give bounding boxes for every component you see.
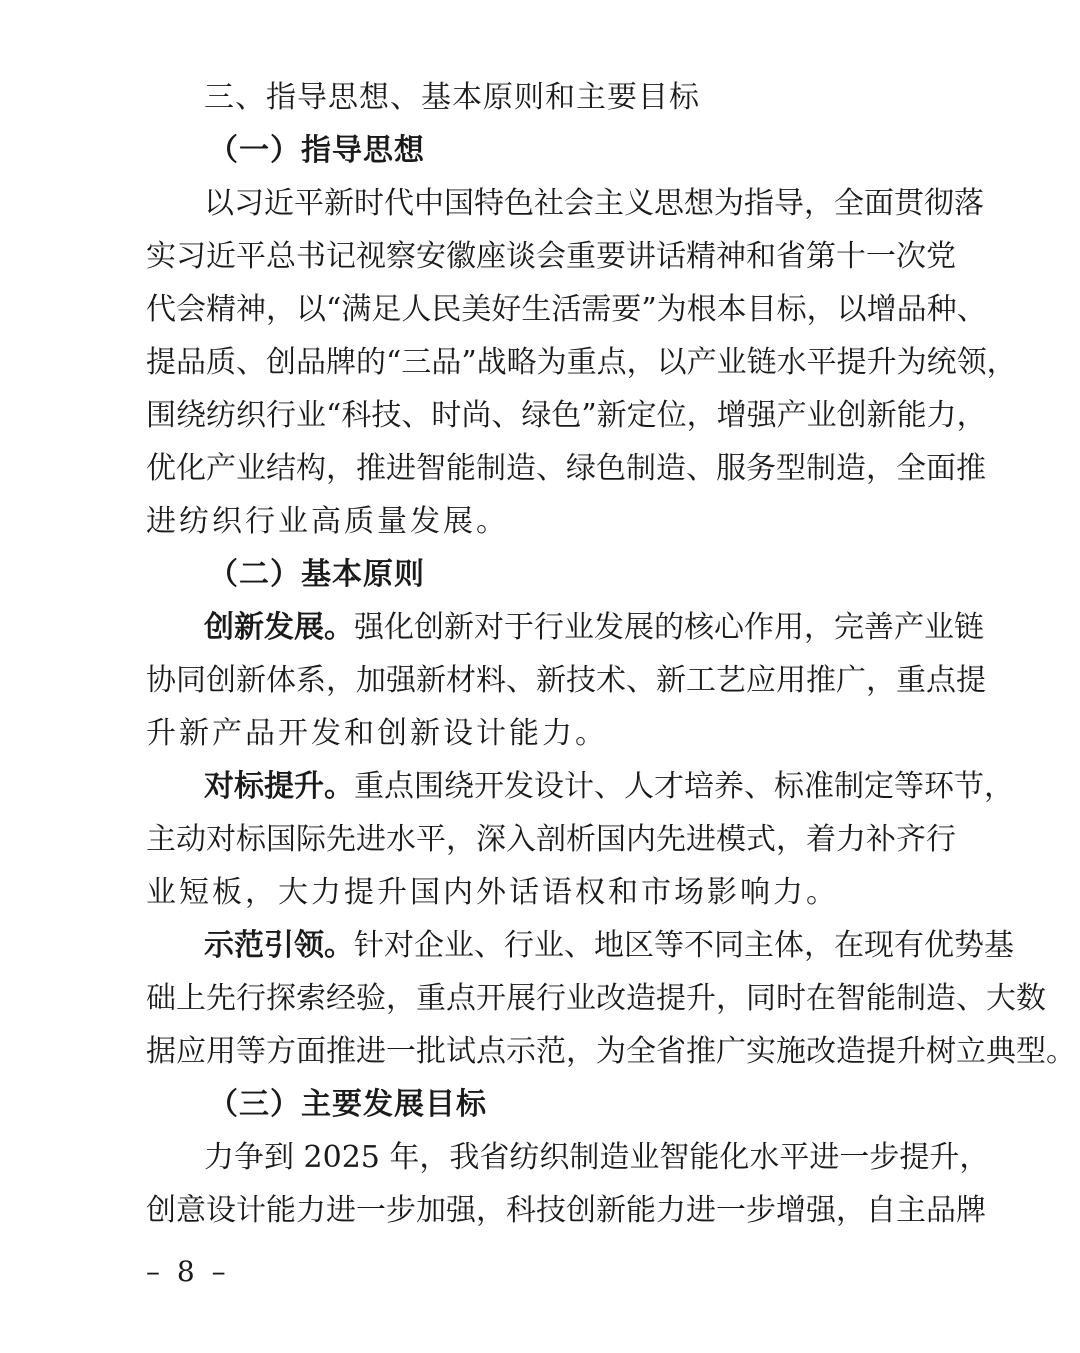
paragraph-line: 进纺织行业高质量发展。 [146,504,509,539]
principle-lead-benchmarking: 对标提升。 [204,769,354,804]
paragraph-line: 围绕纺织行业“科技、时尚、绿色”新定位，增强产业创新能力， [146,398,987,433]
principle-lead-demonstration: 示范引领。 [204,928,354,963]
principle-lead-innovation: 创新发展。 [204,610,354,645]
subsection-heading-guiding-ideology: （一）指导思想 [208,133,425,168]
paragraph-line: 创意设计能力进一步加强，科技创新能力进一步增强，自主品牌 [146,1193,986,1228]
subsection-heading-basic-principles: （二）基本原则 [208,557,425,592]
paragraph-line: 代会精神，以“满足人民美好生活需要”为根本目标，以增品种、 [146,292,987,327]
principle-text: 强化创新对于行业发展的核心作用，完善产业链 [354,610,984,645]
subsection-heading-main-goals: （三）主要发展目标 [208,1087,487,1122]
paragraph-line: 协同创新体系，加强新材料、新技术、新工艺应用推广，重点提 [146,663,986,698]
principle-first-line [204,608,984,648]
page-number: – 8 – [146,1255,230,1288]
paragraph-line: 优化产业结构，推进智能制造、绿色制造、服务型制造，全面推 [146,451,986,486]
paragraph-line: 升新产品开发和创新设计能力。 [146,716,608,751]
paragraph-line: 实习近平总书记视察安徽座谈会重要讲话精神和省第十一次党 [146,239,956,274]
paragraph-line: 以习近平新时代中国特色社会主义思想为指导，全面贯彻落 [204,186,984,221]
principle-text: 针对企业、行业、地区等不同主体，在现有优势基 [354,928,1014,963]
principle-text: 重点围绕开发设计、人才培养、标准制定等环节， [354,769,1014,804]
paragraph-line: 业短板，大力提升国内外话语权和市场影响力。 [146,875,839,910]
principle-first-line [204,926,1014,966]
paragraph-line: 力争到 2025 年，我省纺织制造业智能化水平进一步提升， [204,1140,990,1175]
paragraph-line: 提品质、创品牌的“三品”战略为重点，以产业链水平提升为统领， [146,345,1017,380]
paragraph-line: 础上先行探索经验，重点开展行业改造提升，同时在智能制造、大数 [146,981,1046,1016]
paragraph-line: 主动对标国际先进水平，深入剖析国内先进模式，着力补齐行 [146,822,956,857]
paragraph-line: 据应用等方面推进一批试点示范，为全省推广实施改造提升树立典型。 [146,1034,1076,1069]
section-title: 三、指导思想、基本原则和主要目标 [204,80,700,115]
principle-first-line [204,767,1014,807]
